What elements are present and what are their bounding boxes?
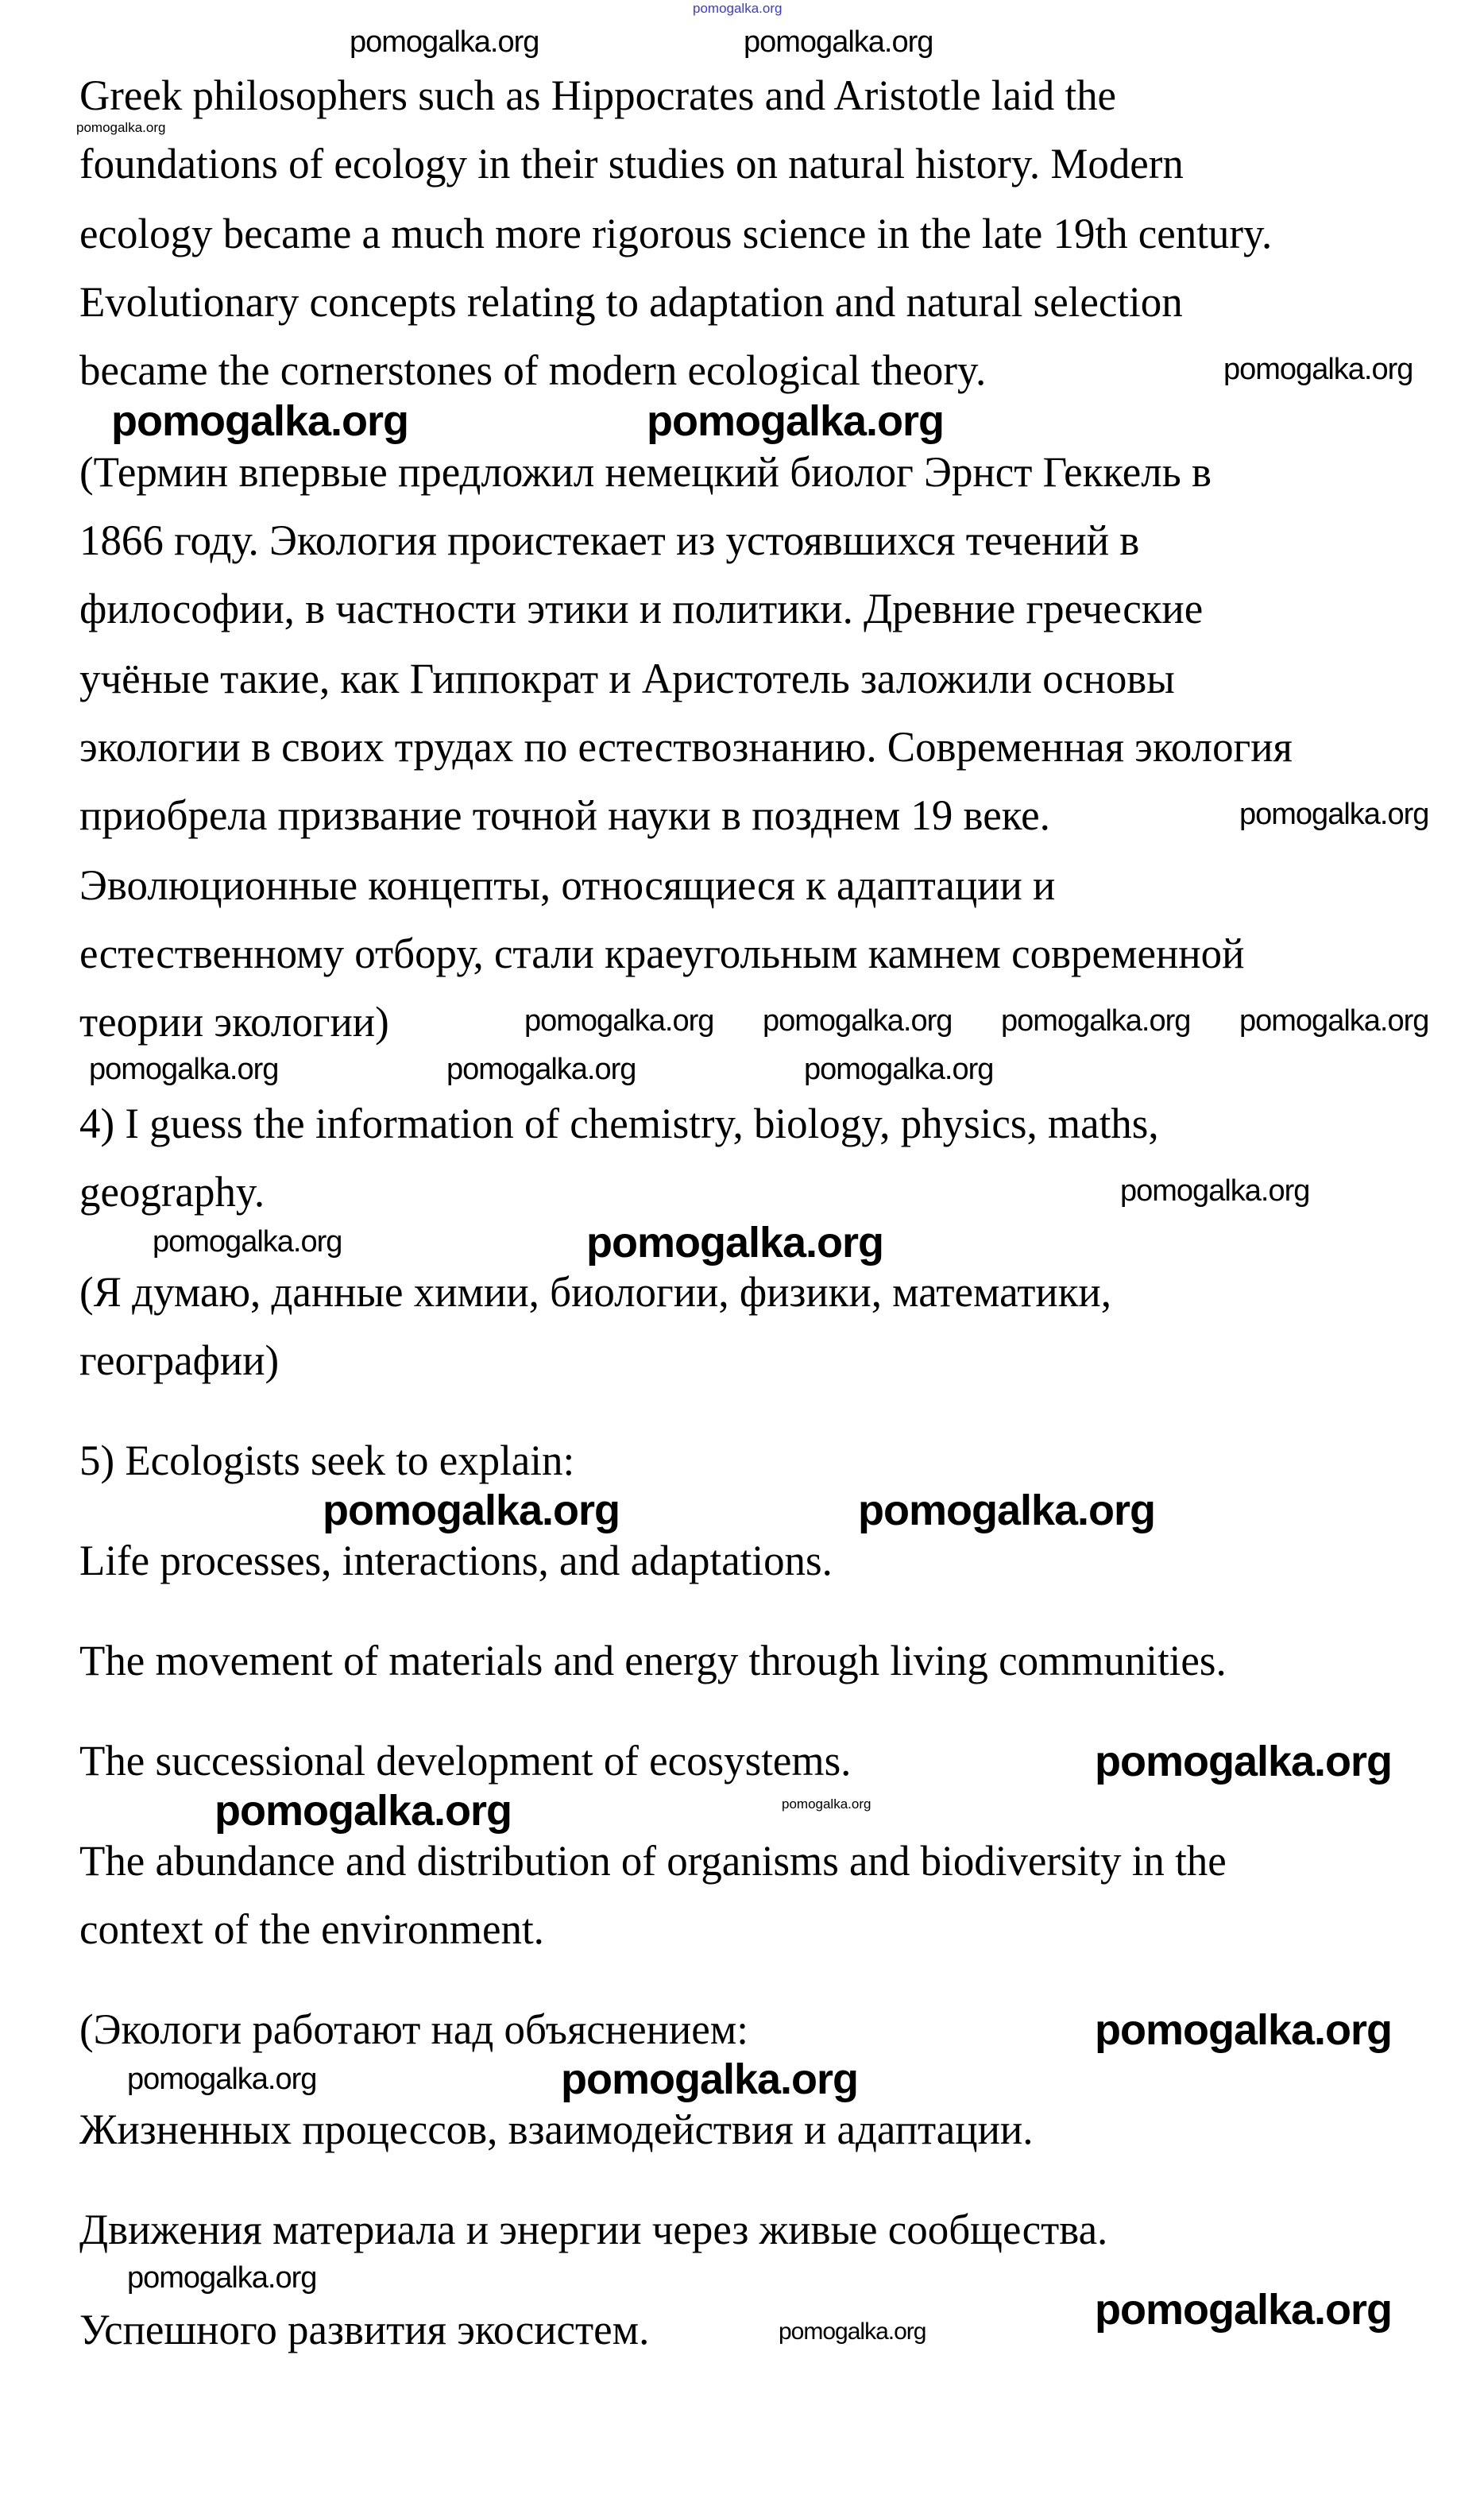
text-line: учёные такие, как Гиппократ и Аристотель заложили основы [79, 655, 1175, 702]
text-line: теории экологии) [79, 998, 389, 1046]
text-line: Успешного развития экосистем. [79, 2306, 650, 2353]
text-line: (Термин впервые предложил немецкий биолог Эрнст Геккель в [79, 448, 1212, 496]
watermark: pomogalka.org [1095, 1738, 1393, 1785]
text-line: context of the environment. [79, 1905, 544, 1953]
watermark: pomogalka.org [89, 1053, 279, 1086]
text-line: (Экологи работают над объяснением: [79, 2005, 748, 2053]
text-line: The successional development of ecosystems. [79, 1737, 852, 1785]
watermark: pomogalka.org [804, 1053, 994, 1086]
text-line: экологии в своих трудах по естествознанию. Современная экология [79, 723, 1293, 771]
watermark: pomogalka.org [76, 120, 166, 135]
text-line: The abundance and distribution of organisms and biodiversity in the [79, 1837, 1227, 1885]
watermark: pomogalka.org [127, 2261, 317, 2295]
watermark: pomogalka.org [1223, 353, 1413, 386]
text-line: (Я думаю, данные химии, биологии, физики, математики, [79, 1268, 1111, 1316]
watermark: pomogalka.org [446, 1053, 636, 1086]
text-line: естественному отбору, стали краеугольным камнем современной [79, 930, 1245, 977]
watermark: pomogalka.org [1095, 2286, 1393, 2334]
text-line: 4) I guess the information of chemistry, biology, physics, maths, [79, 1100, 1159, 1147]
watermark: pomogalka.org [647, 397, 945, 445]
watermark: pomogalka.org [782, 1796, 871, 1812]
watermark: pomogalka.org [323, 1487, 620, 1534]
text-line: 1866 году. Экология проистекает из устоявшихся течений в [79, 516, 1140, 564]
text-line: географии) [79, 1336, 280, 1384]
text-line: Evolutionary concepts relating to adaptation and natural selection [79, 278, 1183, 326]
watermark: pomogalka.org [779, 2318, 926, 2345]
watermark: pomogalka.org [524, 1004, 714, 1038]
text-line: Движения материала и энергии через живые сообщества. [79, 2206, 1108, 2253]
watermark: pomogalka.org [350, 25, 539, 59]
text-line: философии, в частности этики и политики. Древние греческие [79, 585, 1204, 632]
watermark: pomogalka.org [1095, 2006, 1393, 2054]
text-line: ecology became a much more rigorous science in the late 19th century. [79, 210, 1273, 257]
watermark: pomogalka.org [214, 1787, 512, 1835]
watermark: pomogalka.org [858, 1487, 1156, 1534]
text-line: became the cornerstones of modern ecological theory. [79, 346, 987, 394]
watermark: pomogalka.org [153, 1225, 342, 1259]
watermark: pomogalka.org [586, 1219, 884, 1266]
watermark: pomogalka.org [744, 25, 933, 59]
text-line: geography. [79, 1168, 265, 1216]
text-line: Greek philosophers such as Hippocrates and Aristotle laid the [79, 72, 1117, 119]
text-line: 5) Ecologists seek to explain: [79, 1437, 575, 1484]
watermark: pomogalka.org [1120, 1174, 1310, 1208]
text-line: The movement of materials and energy through living communities. [79, 1637, 1227, 1684]
watermark: pomogalka.org [763, 1004, 953, 1038]
text-line: приобрела призвание точной науки в позднем 19 веке. [79, 791, 1050, 839]
watermark: pomogalka.org [1001, 1004, 1191, 1038]
text-line: foundations of ecology in their studies on natural history. Modern [79, 140, 1184, 188]
text-line: Эволюционные концепты, относящиеся к адаптации и [79, 861, 1056, 909]
text-line: Жизненных процессов, взаимодействия и адаптации. [79, 2106, 1034, 2153]
watermark: pomogalka.org [127, 2063, 317, 2096]
watermark: pomogalka.org [561, 2055, 859, 2103]
watermark: pomogalka.org [1239, 1004, 1429, 1038]
watermark: pomogalka.org [111, 397, 409, 445]
text-line: Life processes, interactions, and adaptations. [79, 1537, 833, 1584]
watermark: pomogalka.org [1239, 798, 1429, 831]
watermark-top: pomogalka.org [693, 1, 783, 16]
